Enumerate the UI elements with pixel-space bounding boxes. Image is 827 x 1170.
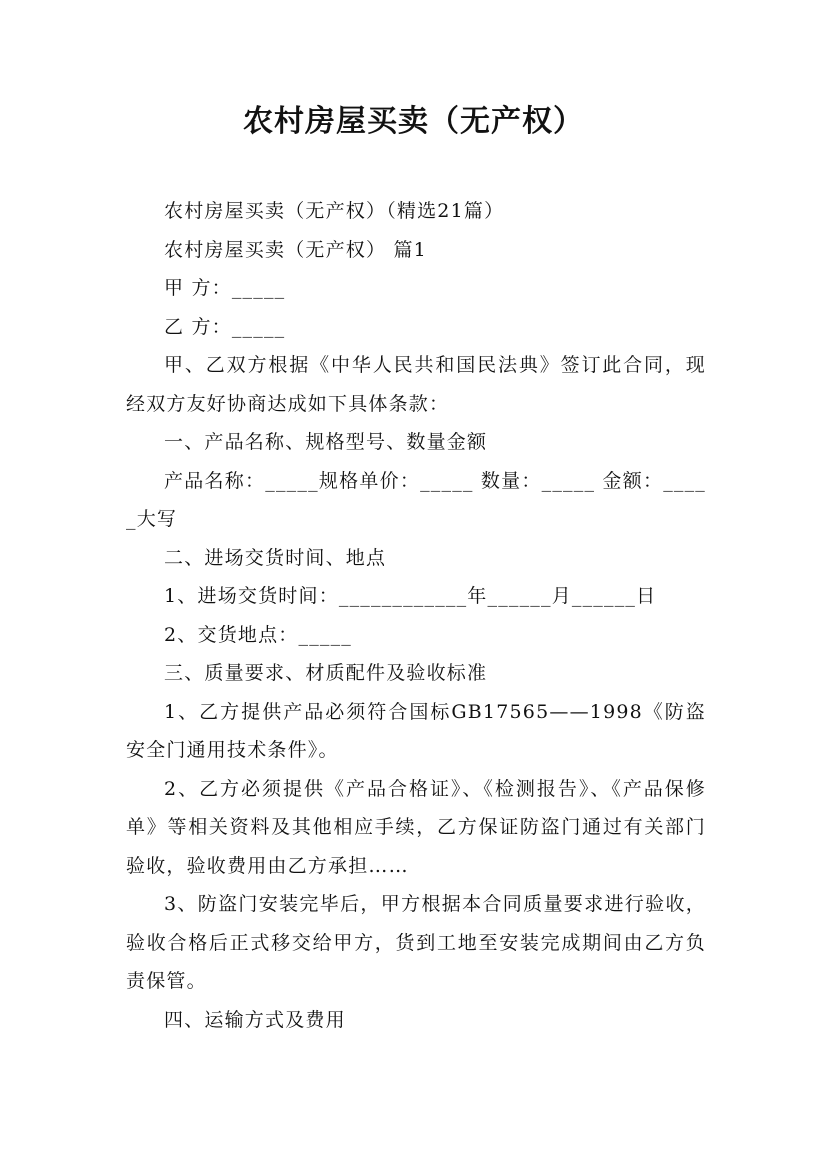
paragraph-acceptance: 3、防盗门安装完毕后，甲方根据本合同质量要求进行验收，验收合格后正式移交给甲方，货到工地至安装完成期间由乙方负责保管。 [126,893,706,992]
paragraph-documents: 2、乙方必须提供《产品合格证》、《检测报告》、《产品保修单》等相关资料及其他相应手续，乙方保证防盗门通过有关部门验收，验收费用由乙方承担…… [126,777,706,877]
document-title: 农村房屋买卖（无产权） [243,104,584,139]
document-body [126,192,706,1039]
paragraph-clause-3-heading: 三、质量要求、材质配件及验收标准 [164,662,488,684]
paragraph-clause-1-heading: 一、产品名称、规格型号、数量金额 [164,431,488,453]
paragraph-subtitle: 农村房屋买卖（无产权）（精选21篇） [164,200,505,222]
paragraph-delivery-place: 2、交货地点：_____ [164,623,352,646]
paragraph-party-b: 乙 方：_____ [164,315,286,338]
paragraph-standard: 1、乙方提供产品必须符合国标GB17565——1998《防盗安全门通用技术条件》。 [126,700,706,761]
paragraph-party-a: 甲 方：_____ [164,277,286,299]
paragraph-section-heading: 农村房屋买卖（无产权） 篇1 [164,238,427,261]
paragraph-product-fields: 产品名称：_____规格单价：_____ 数量：_____ 金额：_____大写 [126,469,706,530]
paragraph-clause-2-heading: 二、进场交货时间、地点 [164,546,387,569]
paragraph-clause-4-heading: 四、运输方式及费用 [164,1008,346,1031]
paragraph-preamble: 甲、乙双方根据《中华人民共和国民法典》签订此合同，现经双方友好协商达成如下具体条款： [126,354,706,415]
paragraph-delivery-time: 1、进场交货时间：____________年______月______日 [164,585,657,607]
